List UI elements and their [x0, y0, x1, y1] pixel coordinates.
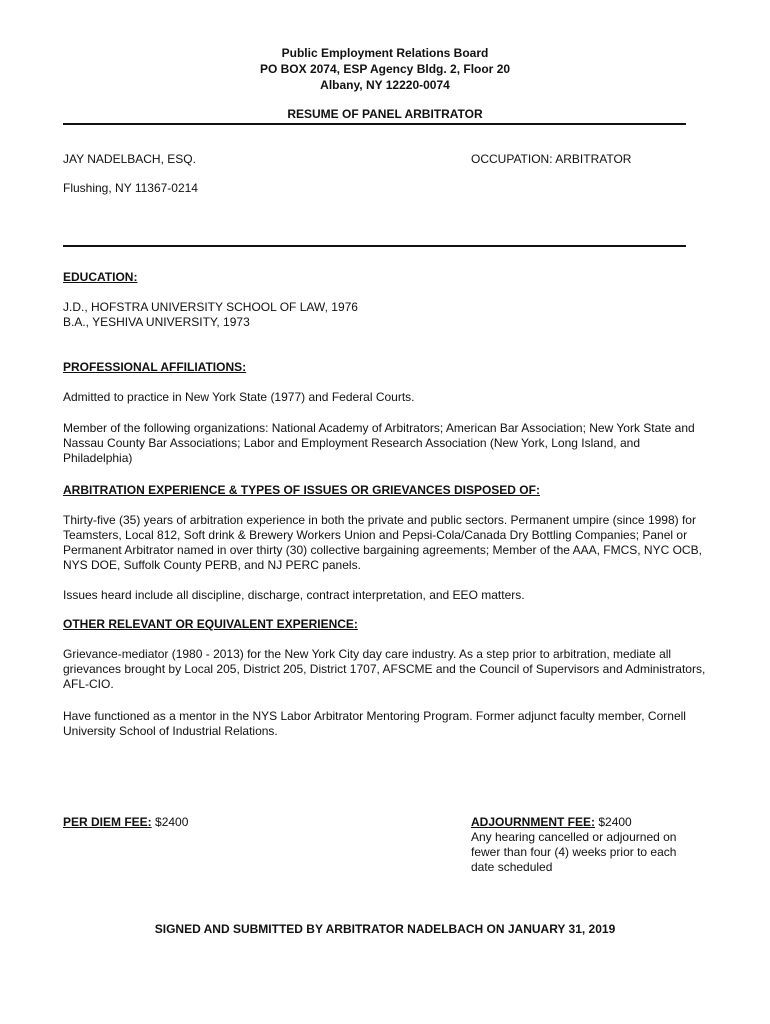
adjournment-fee	[471, 815, 676, 875]
divider-middle	[63, 245, 686, 247]
document-title: RESUME OF PANEL ARBITRATOR	[287, 107, 483, 121]
education-heading: EDUCATION:	[63, 270, 138, 284]
signature-statement: SIGNED AND SUBMITTED BY ARBITRATOR NADELBACH ON JANUARY 31, 2019	[154, 922, 616, 936]
affiliations-memberships: Member of the following organizations: National Academy of Arbitrators; American Bar Association; New York State and Nassau County Bar Associations; Labor and Employment Research Association (New York, Long Island, and Philadelphia)	[63, 421, 695, 465]
per-diem-fee	[63, 815, 188, 829]
affiliations-admission: Admitted to practice in New York State (1977) and Federal Courts.	[63, 390, 415, 404]
other-experience-heading: OTHER RELEVANT OR EQUIVALENT EXPERIENCE:	[63, 617, 358, 631]
adjournment-note-line: fewer than four (4) weeks prior to each	[471, 845, 677, 859]
education-list	[63, 300, 358, 330]
adjournment-note-line: Any hearing cancelled or adjourned on	[471, 830, 677, 844]
org-address: PO BOX 2074, ESP Agency Bldg. 2, Floor 20	[259, 62, 511, 76]
adjournment-fee-value: $2400	[598, 815, 632, 829]
affiliations-heading: PROFESSIONAL AFFILIATIONS:	[63, 360, 247, 374]
experience-summary: Thirty-five (35) years of arbitration experience in both the private and public sectors. Permanent umpire (since 1998) for Teamsters, Local 812, Soft drink & Brewery Workers Union and Pepsi-Cola/Canada Dry Bottling Companies; Panel or Permanent Arbitrator named in over thirty (30) collective bargaining agreements; Member of the AAA, FMCS, NYC OCB, NYS DOE, Suffolk County PERB, and NJ PERC panels.	[63, 513, 702, 572]
education-item: B.A., YESHIVA UNIVERSITY, 1973	[63, 315, 250, 329]
divider-top	[63, 123, 686, 125]
other-experience-mentor: Have functioned as a mentor in the NYS Labor Arbitrator Mentoring Program. Former adjunct faculty member, Cornell University School of Industrial Relations.	[63, 709, 686, 738]
location: Flushing, NY 11367-0214	[63, 181, 198, 195]
experience-heading: ARBITRATION EXPERIENCE & TYPES OF ISSUES OR GRIEVANCES DISPOSED OF:	[63, 483, 540, 497]
arbitrator-name: JAY NADELBACH, ESQ.	[63, 152, 196, 166]
org-city: Albany, NY 12220-0074	[320, 78, 450, 92]
per-diem-fee-label: PER DIEM FEE:	[63, 815, 152, 829]
other-experience-mediator: Grievance-mediator (1980 - 2013) for the New York City day care industry. As a step prior to arbitration, mediate all grievances brought by Local 205, District 205, District 1707, AFSCME and the Council of Supervisors and Administrators, AFL-CIO.	[63, 647, 706, 691]
org-name: Public Employment Relations Board	[281, 46, 489, 60]
adjournment-fee-label: ADJOURNMENT FEE:	[471, 815, 596, 829]
occupation: OCCUPATION: ARBITRATOR	[471, 152, 632, 166]
experience-issues: Issues heard include all discipline, discharge, contract interpretation, and EEO matters.	[63, 588, 525, 602]
education-item: J.D., HOFSTRA UNIVERSITY SCHOOL OF LAW, 1976	[63, 300, 358, 314]
adjournment-note-line: date scheduled	[471, 860, 553, 874]
letterhead	[0, 45, 770, 93]
per-diem-fee-value: $2400	[155, 815, 189, 829]
